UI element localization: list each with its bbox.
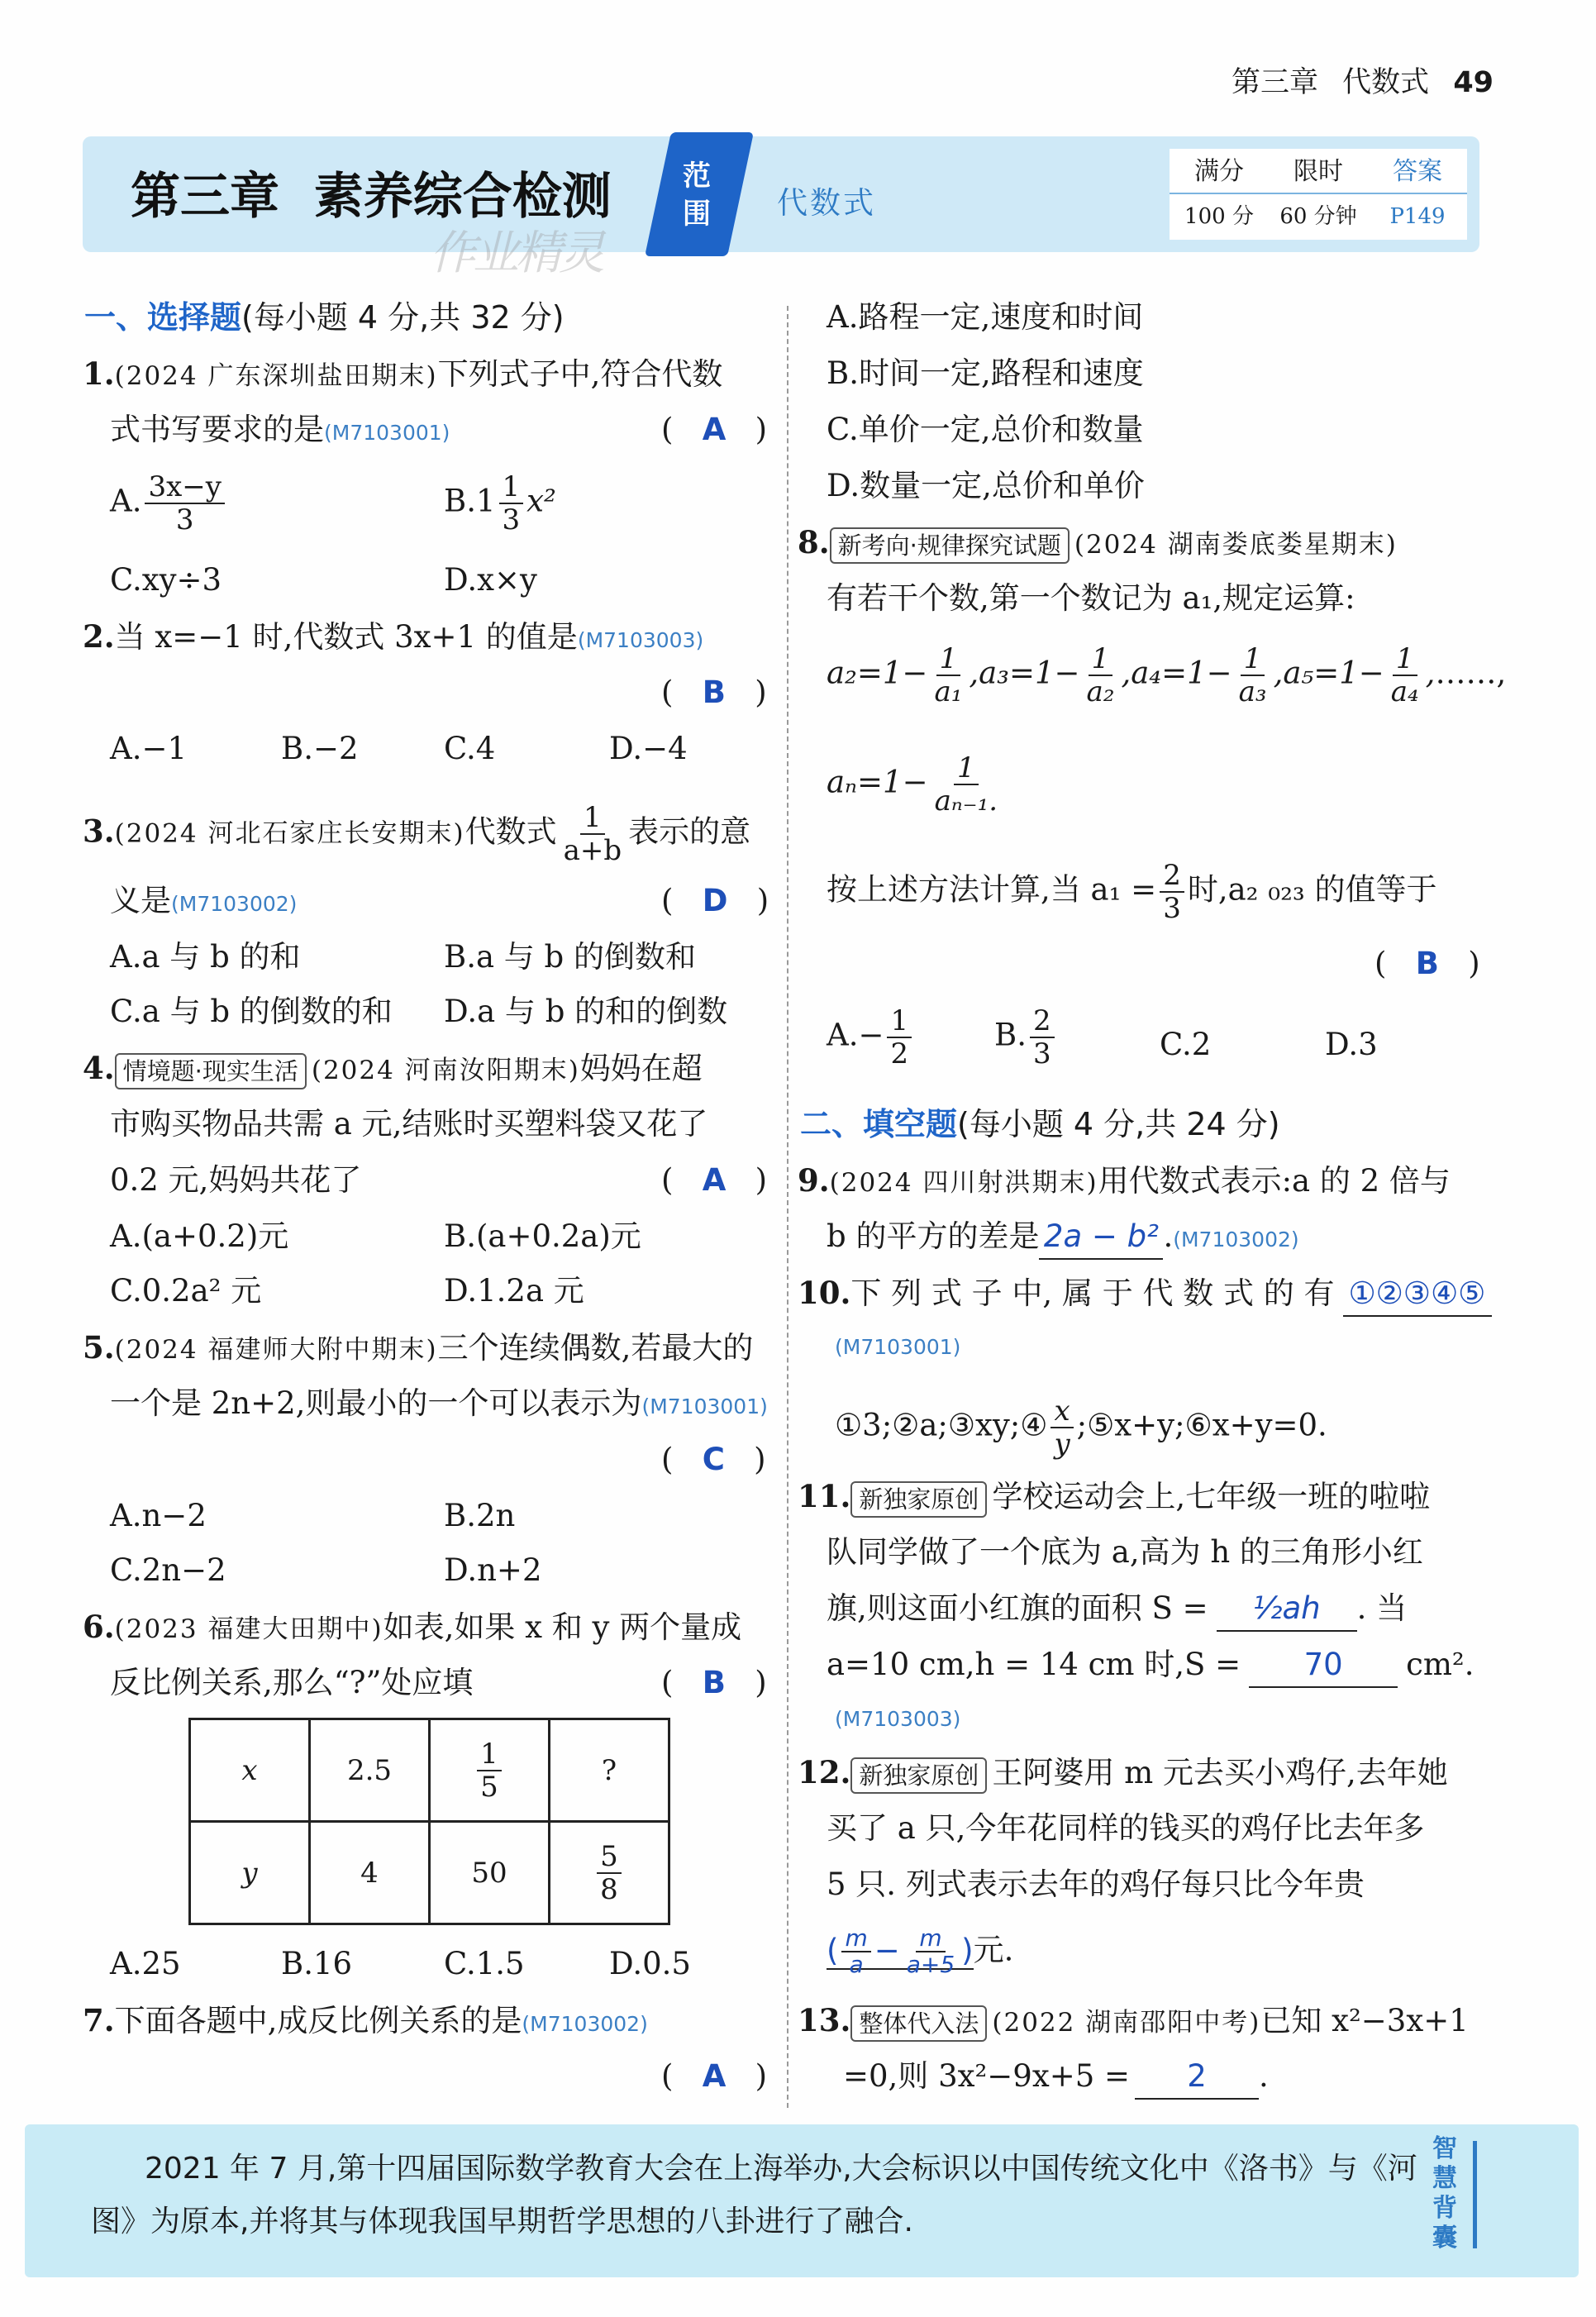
q5-line1: 5.(2024 福建师大附中期末)三个连续偶数,若最大的 (83, 1329, 754, 1366)
q3-option-d: D.a 与 b 的和的倒数 (444, 994, 728, 1029)
q4-line3: 0.2 元,妈妈共花了 (110, 1162, 362, 1198)
footer-text-line1: 2021 年 7 月,第十四届国际数学教育大会在上海举办,大会标识以中国传统文化中《洛书》与《河 (145, 2152, 1417, 2186)
table-cell: 50 (430, 1822, 550, 1924)
q11-line2: 队同学做了一个底为 a,高为 h 的三角形小红 (827, 1534, 1423, 1570)
q7-option-a: A.路程一定,速度和时间 (827, 299, 1144, 335)
info-score: 100 分 (1184, 204, 1254, 229)
q7-option-b: B.时间一定,路程和速度 (827, 355, 1144, 391)
q2-option-a: A.−1 (110, 731, 188, 766)
q8-tag: 新考向·规律探究试题 (830, 527, 1070, 564)
range-label: 范围 (683, 160, 711, 231)
q6-option-d: D.0.5 (609, 1946, 691, 1981)
q11-line4: a=10 cm,h = 14 cm 时,S = 70 cm². (827, 1643, 1475, 1688)
q4-line2: 市购买物品共需 a 元,结账时买塑料袋又花了 (110, 1106, 708, 1142)
q2-option-d: D.−4 (609, 731, 688, 766)
q2-answer: ( B ) (661, 675, 767, 710)
watermark: 作业精灵 (430, 226, 602, 280)
q1-line2: 式书写要求的是(M7103001) (110, 412, 450, 447)
info-header-time: 限时 (1293, 157, 1343, 186)
q13-line2: =0,则 3x²−9x+5 = 2 . (843, 2055, 1269, 2100)
table-cell: 4 (310, 1822, 430, 1924)
q11-area-blank: ½ah (1217, 1587, 1357, 1632)
q6-option-a: A.25 (110, 1946, 181, 1981)
q8-option-d: D.3 (1325, 1027, 1378, 1062)
column-divider (787, 306, 788, 2108)
q12-line4: ( $\frac{m}{a}$ − $\frac{m}{a+5}$ )元. (827, 1924, 1014, 1978)
table-cell: $\frac{1}{5}$ (430, 1719, 550, 1822)
q7-option-c: C.单价一定,总价和数量 (827, 412, 1144, 447)
q2-line1: 2.当 x=−1 时,代数式 3x+1 的值是(M7103003) (83, 618, 704, 655)
q8-line3: 按上述方法计算,当 a₁ = $\frac{2}{3}$ 时,a₂ ₀₂₃ 的值等于 (827, 859, 1437, 925)
q1-option-d: D.x×y (444, 562, 537, 598)
q3-option-c: C.a 与 b 的倒数的和 (110, 994, 393, 1029)
q10-items: ①3;②a;③xy;④ $\frac{x}{y}$ ;⑤x+y;⑥x+y=0. (835, 1394, 1327, 1461)
q8-general-formula: aₙ=1− $\frac{1}{\text{aₙ₋₁.}}$ (827, 751, 998, 818)
q8-line1: 8. 新考向·规律探究试题 (2024 湖南娄底娄星期末) (798, 521, 1398, 566)
q10-line1: 10.下 列 式 子 中, 属 于 代 数 式 的 有 ①②③④⑤ (798, 1271, 1492, 1317)
page-number: 49 (1453, 66, 1494, 99)
q5-answer: ( C ) (661, 1442, 766, 1477)
q1-option-a: A. $\frac{3x-y}{3}$ (110, 471, 228, 536)
q3-answer: ( D ) (661, 883, 769, 918)
q8-option-a: A.− $\frac{1}{2}$ (827, 1005, 915, 1070)
q12-line3: 5 只. 列式表示去年的鸡仔每只比今年贵 (827, 1866, 1365, 1902)
q6-option-c: C.1.5 (444, 1946, 525, 1981)
q11-code: (M7103003) (835, 1707, 961, 1731)
q8-formula-row: a₂=1− $\frac{1}{\text{a₁}}$ ,a₃=1− $\frac{1}{\text{a₂}}$ ,a₄=1− $\frac{1}{\text{a₃}}$ ,a₅=1− $\frac{1}{\text{a₄}}$ ,……, (827, 642, 1507, 708)
q13-tag: 整体代入法 (850, 2005, 987, 2042)
header-chapter: 第三章 (1232, 66, 1319, 99)
table-cell: 2.5 (310, 1719, 430, 1822)
q8-option-c: C.2 (1160, 1027, 1212, 1062)
q4-option-d: D.1.2a 元 (444, 1273, 584, 1309)
q6-line1: 6.(2023 福建大田期中)如表,如果 x 和 y 两个量成 (83, 1609, 742, 1645)
q1-option-b: B.1 $\frac{1}{3}$ x² (444, 470, 556, 536)
q5-option-c: C.2n−2 (110, 1552, 226, 1588)
q5-line2: 一个是 2n+2,则最小的一个可以表示为(M7103001) (110, 1385, 768, 1421)
q9-line2: b 的平方的差是 2a − b² .(M7103002) (827, 1215, 1299, 1261)
table-cell: y (190, 1822, 310, 1924)
q4-tag: 情境题·现实生活 (115, 1053, 307, 1089)
q11-tag: 新独家原创 (850, 1481, 987, 1518)
table-cell: ? (550, 1719, 669, 1822)
q4-option-b: B.(a+0.2a)元 (444, 1218, 641, 1254)
q7-answer: ( A ) (661, 2058, 768, 2094)
q13-answer-blank: 2 (1135, 2055, 1259, 2100)
q9-answer-blank: 2a − b² (1039, 1215, 1163, 1260)
table-cell: $\frac{5}{8}$ (550, 1822, 669, 1924)
footer-side-bar (1473, 2141, 1477, 2248)
q11-value-blank: 70 (1249, 1643, 1398, 1688)
table-row (190, 1719, 669, 1822)
q6-answer: ( B ) (661, 1665, 767, 1700)
section-choice-title: 一、选择题(每小题 4 分,共 32 分) (84, 299, 565, 336)
q12-line2: 买了 a 只,今年花同样的钱买的鸡仔比去年多 (827, 1810, 1425, 1846)
q11-line3: 旗,则这面小红旗的面积 S = ½ah . 当 (827, 1587, 1407, 1632)
q7-option-d: D.数量一定,总价和单价 (827, 468, 1145, 503)
header-topic: 代数式 (1342, 66, 1430, 99)
table-row (190, 1822, 669, 1924)
q8-option-b: B. $\frac{2}{3}$ (994, 1005, 1058, 1070)
q12-answer-blank: ( $\frac{m}{a}$ − $\frac{m}{a+5}$ ) (827, 1924, 974, 1978)
q8-line2: 有若干个数,第一个数记为 a₁,规定运算: (827, 580, 1355, 616)
footer-side-label: 智慧背囊 (1432, 2134, 1457, 2253)
q5-option-a: A.n−2 (110, 1498, 207, 1533)
q6-line2: 反比例关系,那么“?”处应填 (110, 1665, 474, 1700)
q6-option-b: B.16 (281, 1946, 353, 1981)
q4-option-a: A.(a+0.2)元 (110, 1218, 289, 1254)
info-time: 60 分钟 (1279, 204, 1357, 229)
q11-line1: 11. 新独家原创 学校运动会上,七年级一班的啦啦 (798, 1475, 1430, 1518)
q2-option-b: B.−2 (281, 731, 359, 766)
q7-line1: 7.下面各题中,成反比例关系的是(M7103002) (83, 2002, 648, 2038)
info-answer-page: P149 (1389, 204, 1446, 229)
q13-line1: 13. 整体代入法 (2022 湖南邵阳中考)已知 x²−3x+1 (798, 1999, 1469, 2044)
table-cell: x (190, 1719, 310, 1822)
q12-line1: 12. 新独家原创 王阿婆用 m 元去买小鸡仔,去年她 (798, 1751, 1448, 1795)
info-box (1170, 149, 1467, 240)
section-fill-title: 二、填空题(每小题 4 分,共 24 分) (800, 1106, 1280, 1142)
q4-option-c: C.0.2a² 元 (110, 1273, 262, 1309)
footer-text-line2: 图》为原本,并将其与体现我国早期哲学思想的八卦进行了融合. (91, 2205, 913, 2238)
q2-option-c: C.4 (444, 731, 496, 766)
q9-line1: 9.(2024 四川射洪期末)用代数式表示:a 的 2 倍与 (798, 1162, 1451, 1199)
q3-line2: 义是(M7103002) (110, 883, 298, 918)
q1-option-c: C.xy÷3 (110, 562, 222, 598)
running-header (1232, 60, 1494, 101)
q10-code: (M7103001) (835, 1335, 961, 1359)
info-header-answer: 答案 (1393, 157, 1442, 186)
q1-answer: ( A ) (661, 412, 768, 447)
q8-answer: ( B ) (1374, 946, 1480, 981)
range-value: 代数式 (777, 185, 876, 221)
q3-option-a: A.a 与 b 的和 (110, 939, 301, 975)
q5-option-d: D.n+2 (444, 1552, 542, 1588)
q5-option-b: B.2n (444, 1498, 516, 1533)
q12-tag: 新独家原创 (850, 1757, 987, 1794)
q1-line1: 1.(2024 广东深圳盐田期末)下列式子中,符合代数 (83, 355, 723, 392)
q4-line1: 4. 情境题·现实生活 (2024 河南汝阳期末)妈妈在超 (83, 1046, 703, 1092)
q4-answer: ( A ) (661, 1162, 768, 1198)
q10-answer-blank: ①②③④⑤ (1343, 1272, 1492, 1317)
q6-table (188, 1718, 670, 1925)
q3-option-b: B.a 与 b 的倒数和 (444, 939, 696, 975)
q3-line1: 3.(2024 河北石家庄长安期末)代数式 $\frac{1}{a+b}$ 表示的意 (83, 801, 751, 867)
info-header-score: 满分 (1194, 157, 1244, 186)
page-title: 第三章 素养综合检测 (131, 168, 612, 226)
